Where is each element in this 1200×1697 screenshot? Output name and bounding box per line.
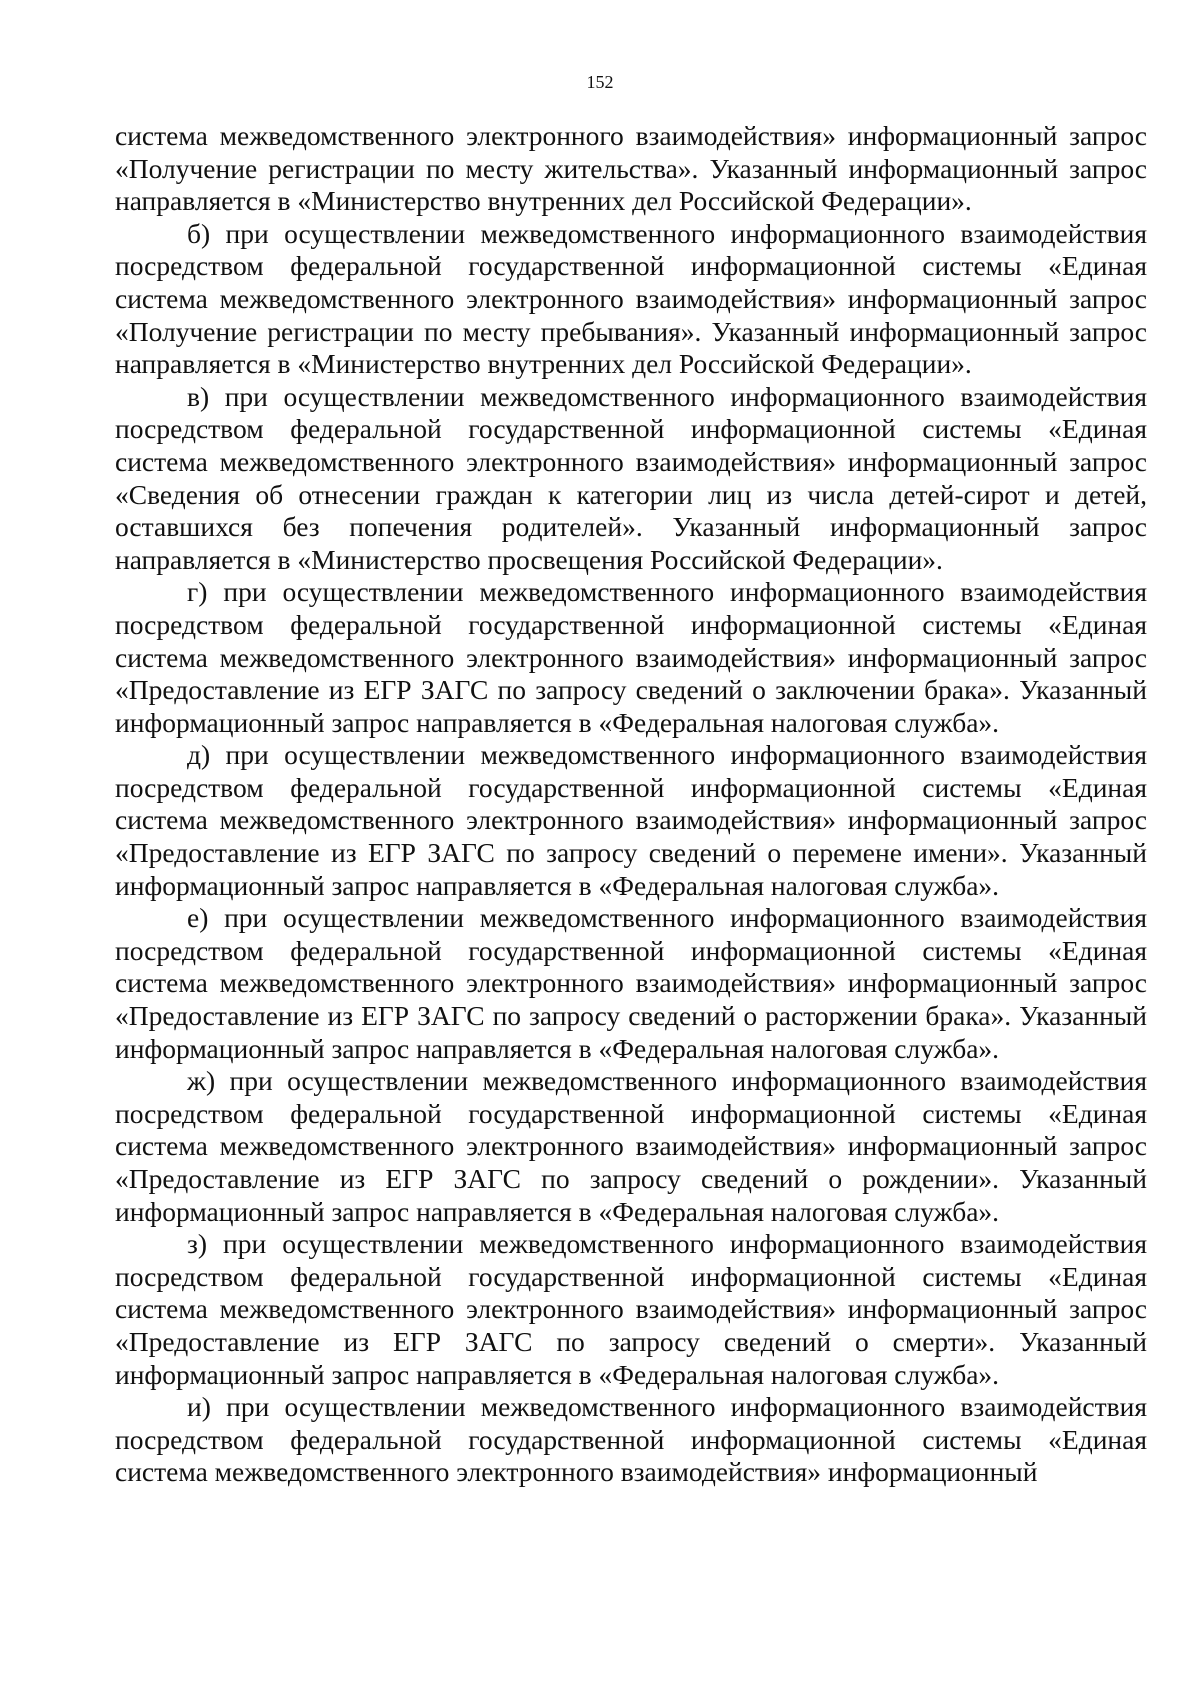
paragraph-item-z: з) при осуществлении межведомственного информационного взаимодействия посредством федеральной государственной информационной системы «Единая система межведомственного электронного взаимодействия» информационный запрос «Предоставление из ЕГР ЗАГС по запросу сведений о смерти». Указанный информационный запрос направляется в «Федеральная налоговая служба».	[115, 1228, 1147, 1390]
document-body	[115, 120, 1147, 1489]
paragraph-item-zh: ж) при осуществлении межведомственного информационного взаимодействия посредством федеральной государственной информационной системы «Единая система межведомственного электронного взаимодействия» информационный запрос «Предоставление из ЕГР ЗАГС по запросу сведений о рождении». Указанный информационный запрос направляется в «Федеральная налоговая служба».	[115, 1065, 1147, 1227]
paragraph-item-i: и) при осуществлении межведомственного информационного взаимодействия посредством федеральной государственной информационной системы «Единая система межведомственного электронного взаимодействия» информационный	[115, 1391, 1147, 1488]
paragraph-item-e: е) при осуществлении межведомственного информационного взаимодействия посредством федеральной государственной информационной системы «Единая система межведомственного электронного взаимодействия» информационный запрос «Предоставление из ЕГР ЗАГС по запросу сведений о расторжении брака». Указанный информационный запрос направляется в «Федеральная налоговая служба».	[115, 902, 1147, 1064]
paragraph-item-b: б) при осуществлении межведомственного информационного взаимодействия посредством федеральной государственной информационной системы «Единая система межведомственного электронного взаимодействия» информационный запрос «Получение регистрации по месту пребывания». Указанный информационный запрос направляется в «Министерство внутренних дел Российской Федерации».	[115, 217, 1147, 380]
paragraph-continuation: система межведомственного электронного взаимодействия» информационный запрос «Получение регистрации по месту жительства». Указанный информационный запрос направляется в «Министерство внутренних дел Российской Федерации».	[115, 120, 1147, 217]
page-number: 152	[586, 72, 614, 92]
paragraph-item-g: г) при осуществлении межведомственного информационного взаимодействия посредством федеральной государственной информационной системы «Единая система межведомственного электронного взаимодействия» информационный запрос «Предоставление из ЕГР ЗАГС по запросу сведений о заключении брака». Указанный информационный запрос направляется в «Федеральная налоговая служба».	[115, 576, 1147, 738]
paragraph-item-d: д) при осуществлении межведомственного информационного взаимодействия посредством федеральной государственной информационной системы «Единая система межведомственного электронного взаимодействия» информационный запрос «Предоставление из ЕГР ЗАГС по запросу сведений о перемене имени». Указанный информационный запрос направляется в «Федеральная налоговая служба».	[115, 739, 1147, 901]
paragraph-item-v: в) при осуществлении межведомственного информационного взаимодействия посредством федеральной государственной информационной системы «Единая система межведомственного электронного взаимодействия» информационный запрос «Сведения об отнесении граждан к категории лиц из числа детей-сирот и детей, оставшихся без попечения родителей». Указанный информационный запрос направляется в «Министерство просвещения Российской Федерации».	[115, 380, 1147, 575]
